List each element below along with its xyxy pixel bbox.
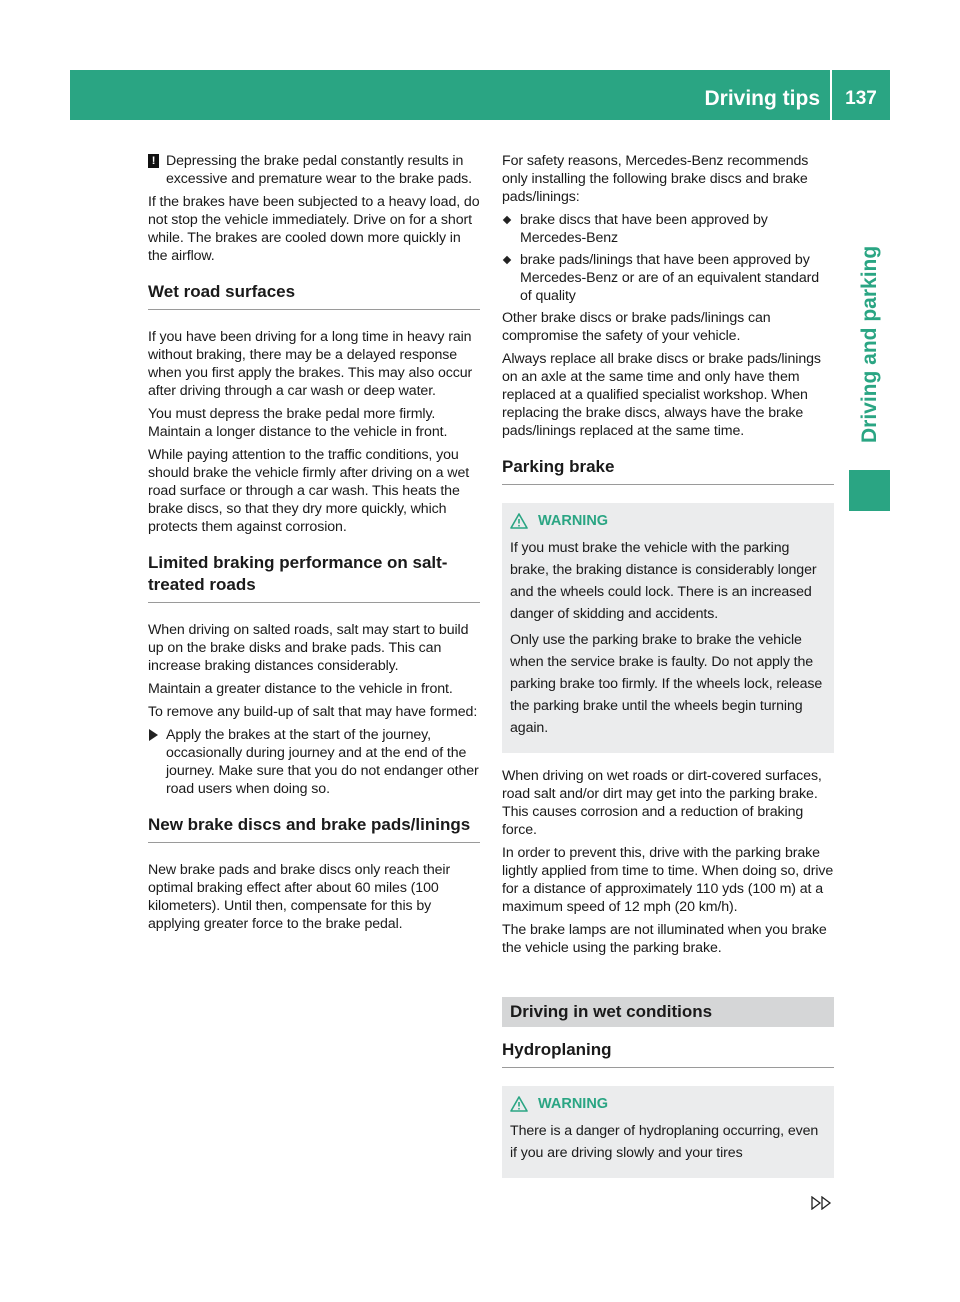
heading-wet-road-surfaces: Wet road surfaces: [148, 281, 480, 310]
left-column: [148, 152, 480, 938]
paragraph: You must depress the brake pedal more firmly. Maintain a longer distance to the vehicle in front.: [148, 406, 448, 440]
side-tab-label: Driving and parking: [858, 245, 881, 443]
paragraph: When driving on wet roads or dirt-covered surfaces, road salt and/or dirt may get into the parking brake. This causes corrosion and a reduction of braking force.: [502, 768, 822, 838]
heading-hydroplaning: Hydroplaning: [502, 1039, 834, 1068]
warning-header: [510, 1096, 828, 1112]
page-header: [70, 70, 890, 120]
warning-text: There is a danger of hydroplaning occurring, even if you are driving slowly and your tires: [510, 1123, 819, 1161]
paragraph: To remove any build-up of salt that may have formed:: [148, 704, 478, 720]
paragraph: In order to prevent this, drive with the parking brake lightly applied from time to time. When doing so, drive for a distance of approximately 110 yds (100 m) at a maximum speed of 12 mph (20 km/h).: [502, 845, 834, 915]
section-title: Driving tips: [704, 87, 820, 110]
exclamation-icon: !: [148, 154, 159, 168]
heading-new-brake-discs: New brake discs and brake pads/linings: [148, 814, 480, 843]
heading-parking-brake: Parking brake: [502, 456, 834, 485]
warning-label: WARNING: [538, 513, 609, 529]
notice-text: Depressing the brake pedal constantly results in excessive and premature wear to the brake pads.: [166, 153, 473, 187]
paragraph: When driving on salted roads, salt may start to build up on the brake disks and brake pads. This can increase braking distances considerably.: [148, 622, 469, 674]
instruction-step: Apply the brakes at the start of the journey, occasionally during journey and at the end of the journey. Make sure that you do not endanger other road users when doing so.: [148, 726, 480, 798]
paragraph: The brake lamps are not illuminated when you brake the vehicle using the parking brake.: [502, 922, 827, 956]
warning-text: If you must brake the vehicle with the parking brake, the braking distance is considerably longer and the wheels could lock. There is an increased danger of skidding and accidents.: [510, 540, 817, 622]
warning-box: [502, 1086, 834, 1178]
list-item: brake pads/linings that have been approved by Mercedes-Benz or are of an equivalent standard of quality: [502, 251, 834, 305]
warning-label: WARNING: [538, 1096, 609, 1112]
list-item: brake discs that have been approved by Mercedes-Benz: [502, 211, 834, 247]
warning-text: Only use the parking brake to brake the vehicle when the service brake is faulty. Do not apply the parking brake too firmly. If the wheels lock, release the parking brake until the wheels begin turning again.: [510, 632, 823, 736]
page-number: 137: [845, 88, 877, 109]
side-tab-marker: [849, 470, 890, 511]
warning-triangle-icon: [510, 1096, 528, 1112]
paragraph: Always replace all brake discs or brake pads/linings on an axle at the same time and only have them replaced at a qualified specialist workshop. When replacing the brake discs, always have the brake pads/linings replaced at the same time.: [502, 351, 821, 439]
warning-triangle-icon: [510, 513, 528, 529]
notice-paragraph: [148, 152, 480, 188]
paragraph: Maintain a greater distance to the vehicle in front.: [148, 681, 453, 697]
warning-box: [502, 503, 834, 753]
heading-salt-treated-roads: Limited braking performance on salt-treated roads: [148, 552, 480, 603]
paragraph: If you have been driving for a long time in heavy rain without braking, there may be a delayed response when you first apply the brakes. This may also occur after driving through a car wash or deep water.: [148, 329, 473, 399]
intro-paragraph: If the brakes have been subjected to a heavy load, do not stop the vehicle immediately. Drive on for a short while. The brakes are cooled down more quickly in the airflow.: [148, 194, 480, 264]
paragraph: New brake pads and brake discs only reach their optimal braking effect after about 60 miles (100 kilometers). Until then, compensate for this by applying greater force to the brake pedal.: [148, 862, 451, 932]
paragraph: For safety reasons, Mercedes-Benz recommends only installing the following brake discs and brake pads/linings:: [502, 153, 809, 205]
paragraph: While paying attention to the traffic conditions, you should brake the vehicle firmly after driving on a wet road surface or through a car wash. This heats the brake discs, so that they dry more quickly, which protects them against corrosion.: [148, 447, 470, 535]
continued-arrow-icon: [810, 1196, 834, 1210]
warning-header: [510, 513, 828, 529]
paragraph: Other brake discs or brake pads/linings can compromise the safety of your vehicle.: [502, 310, 771, 344]
right-column: [502, 152, 834, 1192]
heading-driving-in-wet-conditions: Driving in wet conditions: [502, 997, 834, 1027]
